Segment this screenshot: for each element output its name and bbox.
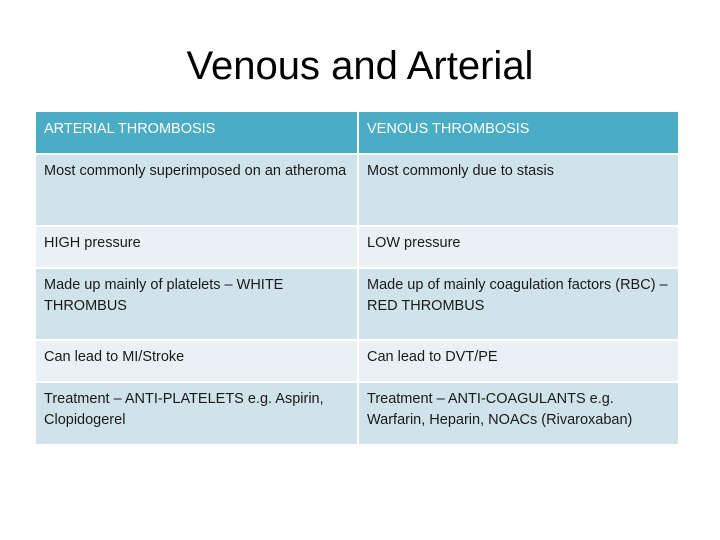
header-arterial: ARTERIAL THROMBOSIS	[36, 112, 358, 154]
cell-arterial-pressure: HIGH pressure	[36, 226, 358, 268]
cell-arterial-outcome: Can lead to MI/Stroke	[36, 340, 358, 382]
slide-title: Venous and Arterial	[186, 44, 534, 88]
cell-arterial-cause: Most commonly superimposed on an atheroma	[36, 154, 358, 226]
table-row	[36, 382, 678, 445]
cell-venous-pressure: LOW pressure	[358, 226, 678, 268]
cell-arterial-treatment: Treatment – ANTI-PLATELETS e.g. Aspirin, Clopidogerel	[36, 382, 358, 445]
table-header-row	[36, 112, 678, 154]
table-row	[36, 268, 678, 340]
cell-venous-composition: Made up of mainly coagulation factors (RBC) – RED THROMBUS	[358, 268, 678, 340]
header-venous: VENOUS THROMBOSIS	[358, 112, 678, 154]
table-row	[36, 226, 678, 268]
cell-arterial-composition: Made up mainly of platelets – WHITE THROMBUS	[36, 268, 358, 340]
table-row	[36, 340, 678, 382]
cell-venous-outcome: Can lead to DVT/PE	[358, 340, 678, 382]
comparison-table	[36, 112, 678, 446]
cell-venous-treatment: Treatment – ANTI-COAGULANTS e.g. Warfarin, Heparin, NOACs (Rivaroxaban)	[358, 382, 678, 445]
table-row	[36, 154, 678, 226]
cell-venous-cause: Most commonly due to stasis	[358, 154, 678, 226]
